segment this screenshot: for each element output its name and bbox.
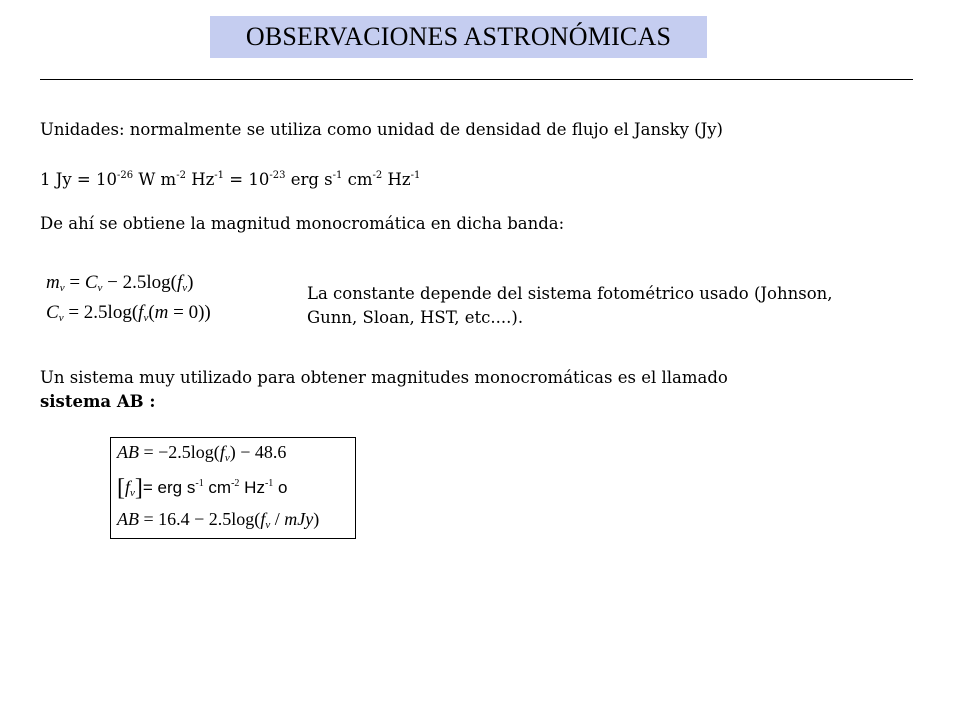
photometric-note-line1: La constante depende del sistema fotométrico usado (Johnson, xyxy=(307,284,833,303)
magnitude-formula: mν = Cν − 2.5log(fν) xyxy=(46,272,194,294)
jansky-definition: 1 $Jy = 10^{-26}$ W $m^{-2}$ $Hz^{-1} = 10^{-23}$ erg $s^{-1}$ $cm^{-2}$ $Hz^{-1}$ xyxy=(40,170,421,189)
ab-formula-box xyxy=(110,437,356,539)
title-divider xyxy=(40,79,913,80)
units-paragraph: Unidades: normalmente se utiliza como unidad de densidad de flujo el Jansky (Jy) xyxy=(40,120,723,139)
ab-mjy-formula: AB = 16.4 − 2.5log(fν / mJy) xyxy=(117,509,320,531)
derive-paragraph: De ahí se obtiene la magnitud monocromática en dicha banda: xyxy=(40,214,565,233)
ab-magnitude-formula: AB = −2.5log(fν) − 48.6 xyxy=(117,442,287,464)
constant-formula: Cν = 2.5log(fν(m = 0)) xyxy=(46,302,211,324)
ab-system-paragraph: Un sistema muy utilizado para obtener magnitudes monocromáticas es el llamado xyxy=(40,368,728,387)
photometric-note-line2: Gunn, Sloan, HST, etc....). xyxy=(307,308,524,327)
title-banner xyxy=(210,16,707,58)
monochromatic-magnitude-formulas xyxy=(46,272,266,332)
flux-units-formula: [fν]= erg $s^{-1}$ $cm^{-2}$ $Hz^{-1}$ o xyxy=(117,475,288,501)
page-title: OBSERVACIONES ASTRONÓMICAS xyxy=(245,22,672,51)
ab-system-label: sistema AB : xyxy=(40,392,156,411)
